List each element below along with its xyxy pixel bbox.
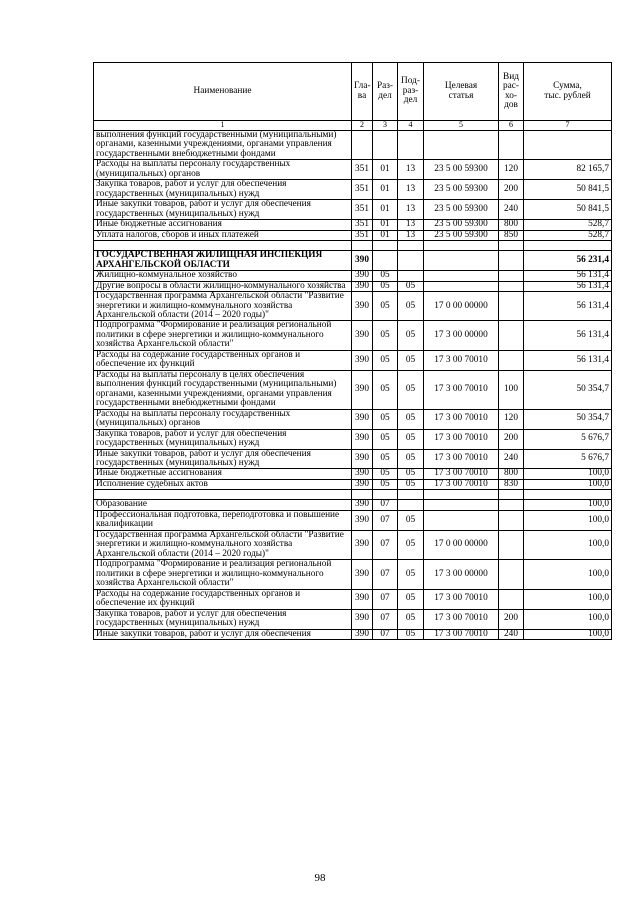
cell-razdel: 01	[373, 230, 398, 240]
cell-razdel: 05	[373, 281, 398, 291]
column-number: 3	[373, 121, 398, 131]
cell-glava: 390	[352, 469, 373, 479]
cell-target-article	[424, 500, 499, 510]
cell-name: Профессиональная подготовка, переподготовка и повышение квалификации	[94, 510, 352, 530]
cell-target-article: 17 3 00 70010	[424, 469, 499, 479]
cell-podrazdel	[398, 241, 424, 251]
cell-podrazdel: 05	[398, 609, 424, 629]
cell-expense-type	[499, 490, 524, 500]
cell-expense-type: 120	[499, 160, 524, 180]
table-row	[94, 500, 612, 510]
cell-razdel: 05	[373, 370, 398, 409]
cell-sum: 100,0	[524, 629, 612, 639]
cell-razdel: 07	[373, 530, 398, 559]
cell-razdel: 05	[373, 271, 398, 281]
cell-razdel: 05	[373, 449, 398, 469]
cell-name: Расходы на выплаты персоналу государственных (муниципальных) органов	[94, 409, 352, 429]
cell-glava: 390	[352, 429, 373, 449]
header-target-article: Целевая статья	[424, 63, 499, 121]
cell-podrazdel: 05	[398, 281, 424, 291]
cell-podrazdel: 13	[398, 200, 424, 220]
cell-razdel	[373, 490, 398, 500]
cell-expense-type	[499, 589, 524, 609]
cell-name: Иные бюджетные ассигнования	[94, 469, 352, 479]
cell-target-article: 17 0 00 00000	[424, 530, 499, 559]
cell-name: выполнения функций государственными (муниципальными) органами, казенными учреждениями, органами управления государственными внебюджетными фондами	[94, 131, 352, 160]
cell-glava: 390	[352, 370, 373, 409]
cell-glava: 351	[352, 200, 373, 220]
cell-target-article: 23 5 00 59300	[424, 200, 499, 220]
table-row	[94, 281, 612, 291]
cell-expense-type	[499, 350, 524, 370]
cell-razdel: 01	[373, 180, 398, 200]
cell-razdel	[373, 241, 398, 251]
cell-glava: 390	[352, 271, 373, 281]
cell-razdel: 07	[373, 500, 398, 510]
cell-expense-type	[499, 241, 524, 251]
cell-glava: 390	[352, 281, 373, 291]
cell-glava: 351	[352, 180, 373, 200]
cell-glava: 390	[352, 609, 373, 629]
header-glava: Гла- ва	[352, 63, 373, 121]
cell-sum: 56 131,4	[524, 292, 612, 321]
cell-sum: 56 131,4	[524, 350, 612, 370]
cell-sum: 100,0	[524, 510, 612, 530]
cell-podrazdel: 05	[398, 469, 424, 479]
cell-name: Государственная программа Архангельской области "Развитие энергетики и жилищно-коммунального хозяйства Архангельской области (2014 – 2020 годы)"	[94, 530, 352, 559]
cell-expense-type	[499, 321, 524, 350]
table-row	[94, 589, 612, 609]
cell-sum	[524, 241, 612, 251]
cell-sum: 50 841,5	[524, 180, 612, 200]
table-row	[94, 370, 612, 409]
cell-name: Исполнение судебных актов	[94, 479, 352, 489]
cell-glava: 390	[352, 500, 373, 510]
cell-podrazdel: 05	[398, 530, 424, 559]
cell-name: Расходы на выплаты персоналу государственных (муниципальных) органов	[94, 160, 352, 180]
column-number: 6	[499, 121, 524, 131]
table-row	[94, 449, 612, 469]
cell-podrazdel: 05	[398, 479, 424, 489]
table-row	[94, 220, 612, 230]
cell-glava	[352, 241, 373, 251]
table-row	[94, 251, 612, 271]
cell-expense-type: 120	[499, 409, 524, 429]
table-row	[94, 609, 612, 629]
cell-target-article	[424, 241, 499, 251]
cell-target-article: 23 5 00 59300	[424, 230, 499, 240]
cell-name: ГОСУДАРСТВЕННАЯ ЖИЛИЩНАЯ ИНСПЕКЦИЯ АРХАНГЕЛЬСКОЙ ОБЛАСТИ	[94, 251, 352, 271]
table-body	[94, 131, 612, 640]
cell-target-article: 17 3 00 70010	[424, 589, 499, 609]
cell-sum: 50 841,5	[524, 200, 612, 220]
cell-expense-type: 200	[499, 180, 524, 200]
cell-razdel: 07	[373, 589, 398, 609]
header-podrazdel: Под- раз- дел	[398, 63, 424, 121]
cell-expense-type: 200	[499, 429, 524, 449]
cell-expense-type	[499, 281, 524, 291]
cell-glava: 351	[352, 220, 373, 230]
cell-target-article	[424, 271, 499, 281]
cell-sum: 100,0	[524, 609, 612, 629]
table-row	[94, 131, 612, 160]
cell-razdel: 07	[373, 560, 398, 589]
cell-razdel: 05	[373, 429, 398, 449]
cell-sum: 5 676,7	[524, 429, 612, 449]
budget-table	[93, 62, 612, 640]
cell-expense-type	[499, 500, 524, 510]
cell-razdel	[373, 251, 398, 271]
table-row	[94, 530, 612, 559]
cell-target-article: 17 3 00 70010	[424, 449, 499, 469]
page-number: 98	[314, 872, 326, 884]
cell-expense-type: 240	[499, 449, 524, 469]
cell-sum: 50 354,7	[524, 370, 612, 409]
cell-razdel	[373, 131, 398, 160]
table-row	[94, 479, 612, 489]
cell-sum: 100,0	[524, 589, 612, 609]
cell-expense-type: 240	[499, 629, 524, 639]
cell-name: Другие вопросы в области жилищно-коммунального хозяйства	[94, 281, 352, 291]
column-number-row	[94, 121, 612, 131]
cell-expense-type: 100	[499, 370, 524, 409]
cell-podrazdel: 05	[398, 449, 424, 469]
table-row	[94, 560, 612, 589]
table-row	[94, 271, 612, 281]
cell-podrazdel: 05	[398, 429, 424, 449]
table-header	[94, 63, 612, 131]
cell-expense-type: 240	[499, 200, 524, 220]
cell-razdel: 05	[373, 350, 398, 370]
cell-podrazdel: 13	[398, 220, 424, 230]
cell-name: Закупка товаров, работ и услуг для обеспечения государственных (муниципальных) нужд	[94, 609, 352, 629]
cell-name: Уплата налогов, сборов и иных платежей	[94, 230, 352, 240]
table-row	[94, 429, 612, 449]
cell-glava: 351	[352, 160, 373, 180]
column-number: 4	[398, 121, 424, 131]
cell-name: Образование	[94, 500, 352, 510]
cell-sum: 82 165,7	[524, 160, 612, 180]
cell-expense-type	[499, 251, 524, 271]
cell-target-article: 17 3 00 70010	[424, 609, 499, 629]
cell-name: Государственная программа Архангельской области "Развитие энергетики и жилищно-коммунального хозяйства Архангельской области (2014 – 2020 годы)"	[94, 292, 352, 321]
cell-podrazdel: 13	[398, 160, 424, 180]
cell-expense-type: 800	[499, 469, 524, 479]
cell-podrazdel: 05	[398, 510, 424, 530]
cell-glava: 390	[352, 479, 373, 489]
spacer-row	[94, 490, 612, 500]
column-number: 7	[524, 121, 612, 131]
cell-glava: 390	[352, 530, 373, 559]
cell-sum: 50 354,7	[524, 409, 612, 429]
cell-target-article: 17 3 00 70010	[424, 429, 499, 449]
cell-razdel: 07	[373, 629, 398, 639]
header-sum: Сумма, тыс. рублей	[524, 63, 612, 121]
cell-target-article: 17 3 00 00000	[424, 560, 499, 589]
cell-glava: 390	[352, 409, 373, 429]
table-row	[94, 160, 612, 180]
table-row	[94, 200, 612, 220]
cell-razdel: 05	[373, 292, 398, 321]
cell-podrazdel: 05	[398, 292, 424, 321]
cell-name: Закупка товаров, работ и услуг для обеспечения государственных (муниципальных) нужд	[94, 429, 352, 449]
cell-expense-type	[499, 510, 524, 530]
cell-sum: 100,0	[524, 479, 612, 489]
table-row	[94, 469, 612, 479]
cell-name: Расходы на выплаты персоналу в целях обеспечения выполнения функций государственными (муниципальными) органами, казенными учреждениями, органами управления государственными внебюджетными фондами	[94, 370, 352, 409]
cell-name: Расходы на содержание государственных органов и обеспечение их функций	[94, 350, 352, 370]
cell-podrazdel: 05	[398, 629, 424, 639]
cell-name: Подпрограмма "Формирование и реализация региональной политики в сфере энергетики и жилищно-коммунального хозяйства Архангельской области"	[94, 321, 352, 350]
cell-target-article: 17 3 00 70010	[424, 629, 499, 639]
column-number: 2	[352, 121, 373, 131]
cell-expense-type: 830	[499, 479, 524, 489]
cell-sum: 100,0	[524, 530, 612, 559]
cell-sum: 100,0	[524, 560, 612, 589]
cell-sum: 100,0	[524, 469, 612, 479]
cell-target-article: 23 5 00 59300	[424, 160, 499, 180]
cell-name: Иные бюджетные ассигнования	[94, 220, 352, 230]
cell-podrazdel	[398, 271, 424, 281]
cell-expense-type	[499, 131, 524, 160]
column-number: 1	[94, 121, 352, 131]
cell-name	[94, 241, 352, 251]
cell-name: Иные закупки товаров, работ и услуг для обеспечения	[94, 629, 352, 639]
cell-name: Расходы на содержание государственных органов и обеспечение их функций	[94, 589, 352, 609]
cell-target-article: 17 0 00 00000	[424, 292, 499, 321]
cell-podrazdel: 05	[398, 589, 424, 609]
cell-glava: 390	[352, 449, 373, 469]
cell-razdel: 01	[373, 220, 398, 230]
cell-name: Жилищно-коммунальное хозяйство	[94, 271, 352, 281]
cell-glava: 390	[352, 510, 373, 530]
cell-podrazdel: 05	[398, 321, 424, 350]
cell-podrazdel: 05	[398, 560, 424, 589]
cell-target-article: 23 5 00 59300	[424, 220, 499, 230]
cell-target-article: 17 3 00 70010	[424, 370, 499, 409]
spacer-row	[94, 241, 612, 251]
cell-name: Иные закупки товаров, работ и услуг для обеспечения государственных (муниципальных) нужд	[94, 200, 352, 220]
cell-razdel: 05	[373, 469, 398, 479]
cell-glava: 390	[352, 350, 373, 370]
cell-expense-type	[499, 271, 524, 281]
cell-expense-type	[499, 530, 524, 559]
cell-glava: 351	[352, 230, 373, 240]
cell-expense-type	[499, 292, 524, 321]
table-row	[94, 350, 612, 370]
cell-target-article	[424, 510, 499, 530]
column-number: 5	[424, 121, 499, 131]
cell-podrazdel	[398, 490, 424, 500]
header-expense-type: Вид рас- хо- дов	[499, 63, 524, 121]
cell-target-article	[424, 131, 499, 160]
cell-name: Подпрограмма "Формирование и реализация региональной политики в сфере энергетики и жилищно-коммунального хозяйства Архангельской области"	[94, 560, 352, 589]
cell-razdel: 07	[373, 609, 398, 629]
cell-glava: 390	[352, 321, 373, 350]
cell-glava: 390	[352, 292, 373, 321]
cell-name: Иные закупки товаров, работ и услуг для обеспечения государственных (муниципальных) нужд	[94, 449, 352, 469]
cell-target-article	[424, 281, 499, 291]
cell-podrazdel	[398, 131, 424, 160]
cell-sum: 528,7	[524, 220, 612, 230]
cell-sum: 56 131,4	[524, 321, 612, 350]
cell-podrazdel: 13	[398, 230, 424, 240]
cell-razdel: 05	[373, 321, 398, 350]
cell-sum: 56 131,4	[524, 271, 612, 281]
table-row	[94, 409, 612, 429]
cell-podrazdel: 05	[398, 350, 424, 370]
cell-expense-type	[499, 560, 524, 589]
cell-sum: 100,0	[524, 500, 612, 510]
cell-target-article: 17 3 00 70010	[424, 350, 499, 370]
cell-glava	[352, 490, 373, 500]
table-row	[94, 510, 612, 530]
cell-target-article: 17 3 00 70010	[424, 479, 499, 489]
cell-glava: 390	[352, 560, 373, 589]
cell-target-article	[424, 251, 499, 271]
cell-sum: 528,7	[524, 230, 612, 240]
cell-razdel: 05	[373, 479, 398, 489]
cell-sum: 56 131,4	[524, 281, 612, 291]
cell-podrazdel	[398, 251, 424, 271]
cell-glava: 390	[352, 589, 373, 609]
cell-podrazdel: 13	[398, 180, 424, 200]
cell-glava	[352, 131, 373, 160]
cell-razdel: 01	[373, 200, 398, 220]
cell-sum: 56 231,4	[524, 251, 612, 271]
cell-target-article	[424, 490, 499, 500]
cell-glava: 390	[352, 629, 373, 639]
cell-target-article: 17 3 00 70010	[424, 409, 499, 429]
table-row	[94, 292, 612, 321]
table-row	[94, 180, 612, 200]
header-name: Наименование	[94, 63, 352, 121]
cell-podrazdel: 05	[398, 370, 424, 409]
cell-sum	[524, 490, 612, 500]
cell-expense-type: 850	[499, 230, 524, 240]
cell-expense-type: 800	[499, 220, 524, 230]
cell-glava: 390	[352, 251, 373, 271]
cell-podrazdel: 05	[398, 409, 424, 429]
table-row	[94, 629, 612, 639]
cell-podrazdel	[398, 500, 424, 510]
cell-razdel: 01	[373, 160, 398, 180]
cell-expense-type: 200	[499, 609, 524, 629]
cell-sum: 5 676,7	[524, 449, 612, 469]
cell-target-article: 23 5 00 59300	[424, 180, 499, 200]
header-razdel: Раз- дел	[373, 63, 398, 121]
table-row	[94, 321, 612, 350]
cell-razdel: 07	[373, 510, 398, 530]
cell-sum	[524, 131, 612, 160]
cell-razdel: 05	[373, 409, 398, 429]
table-row	[94, 230, 612, 240]
cell-target-article: 17 3 00 00000	[424, 321, 499, 350]
cell-name: Закупка товаров, работ и услуг для обеспечения государственных (муниципальных) нужд	[94, 180, 352, 200]
